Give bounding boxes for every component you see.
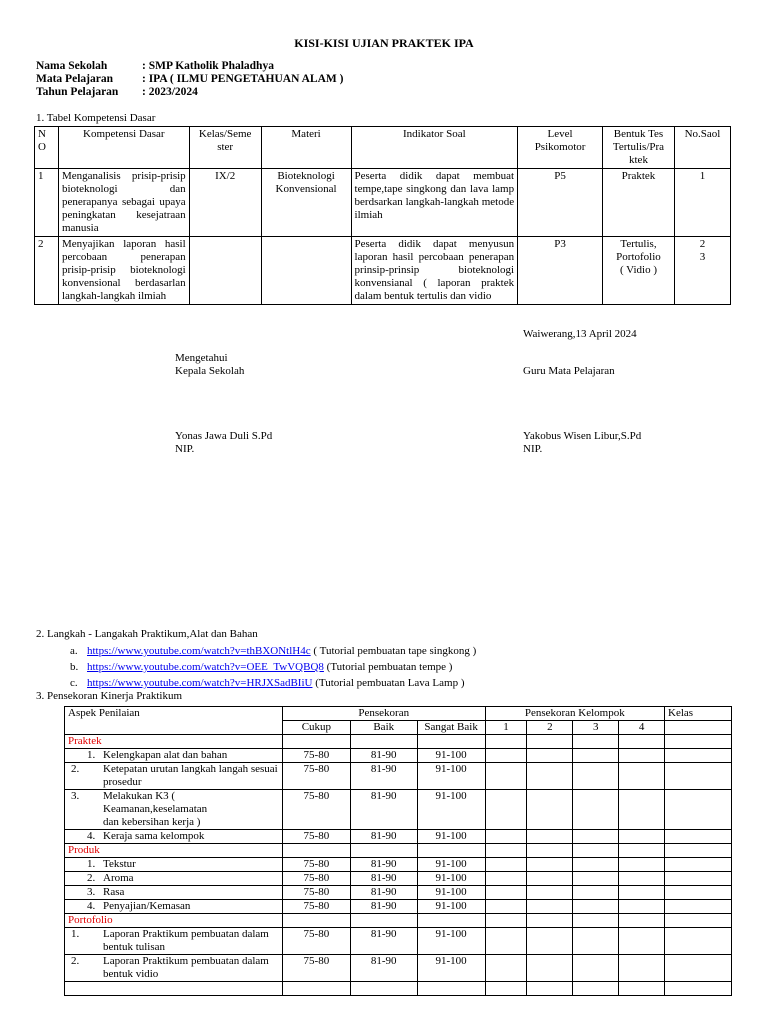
aspect-label: 4. Penyajian/Kemasan — [65, 900, 283, 914]
header-kd: Kompetensi Dasar — [58, 127, 189, 169]
cell-kd: Menganalisis prisip-prisip bioteknologi dan penerapanya sebagai upaya peningkatan kesejatraan manusia — [58, 169, 189, 237]
info-label: Mata Pelajaran — [36, 73, 113, 85]
score-cukup: 75-80 — [282, 955, 350, 982]
aspect-label: 3. Rasa — [65, 886, 283, 900]
info-value: : SMP Katholik Phaladhya — [142, 60, 274, 72]
cell-nosoal: 2 3 — [674, 237, 730, 305]
document-title: KISI-KISI UJIAN PRAKTEK IPA — [294, 36, 474, 50]
score-baik: 81-90 — [350, 928, 417, 955]
cell-level: P5 — [518, 169, 603, 237]
score-baik: 81-90 — [350, 858, 417, 872]
scoring-header-row — [65, 707, 732, 721]
score-cukup: 75-80 — [282, 830, 350, 844]
score-sangat-baik: 91-100 — [417, 886, 485, 900]
score-baik: 81-90 — [350, 886, 417, 900]
aspect-label: 1. Kelengkapan alat dan bahan — [65, 749, 283, 763]
group-row-portofolio — [65, 914, 732, 928]
header-aspek: Aspek Penilaian — [65, 707, 283, 735]
link-mark: c. — [70, 677, 78, 689]
sign-left-nip: NIP. — [175, 443, 195, 455]
section-2-heading: 2. Langkah - Langakah Praktikum,Alat dan Bahan — [36, 628, 258, 640]
header-indikator: Indikator Soal — [351, 127, 518, 169]
sign-right-line1: Guru Mata Pelajaran — [523, 365, 615, 377]
aspect-label: 1. Tekstur — [65, 858, 283, 872]
group-label: Portofolio — [65, 914, 283, 928]
score-baik: 81-90 — [350, 790, 417, 830]
aspect-label: 2. Ketepatan urutan langkah langah sesuai prosedur — [65, 763, 283, 790]
signature-left — [175, 352, 272, 456]
table-row — [65, 763, 732, 790]
table-row-empty — [65, 982, 732, 996]
table-row — [65, 886, 732, 900]
table-row — [35, 169, 731, 237]
tutorial-link-tempe[interactable]: https://www.youtube.com/watch?v=OEE_TwVQBQ8 — [87, 661, 324, 673]
tutorial-link-lava-lamp[interactable]: https://www.youtube.com/watch?v=HRJXSadBIiU — [87, 677, 313, 689]
score-cukup: 75-80 — [282, 872, 350, 886]
table-row — [65, 858, 732, 872]
score-cukup: 75-80 — [282, 928, 350, 955]
header-group-3: 3 — [573, 721, 619, 735]
tutorial-links — [70, 643, 476, 691]
cell-no: 1 — [35, 169, 59, 237]
cell-nosoal: 1 — [674, 169, 730, 237]
header-baik: Baik — [350, 721, 417, 735]
link-item — [70, 675, 476, 691]
signature-space — [175, 378, 272, 430]
header-cukup: Cukup — [282, 721, 350, 735]
score-sangat-baik: 91-100 — [417, 749, 485, 763]
sign-left-line2: Kepala Sekolah — [175, 365, 245, 377]
competency-table — [34, 126, 731, 305]
sign-right-name: Yakobus Wisen Libur,S.Pd — [523, 430, 642, 442]
cell-bentuk: Tertulis, Portofolio ( Vidio ) — [603, 237, 675, 305]
table-header-row — [35, 127, 731, 169]
header-kelas: Kelas — [665, 707, 732, 721]
link-desc: (Tutorial pembuatan tempe ) — [323, 661, 453, 673]
sign-left-name: Yonas Jawa Duli S.Pd — [175, 430, 273, 442]
cell-kelas — [189, 237, 261, 305]
info-row-year — [36, 86, 343, 99]
header-no: N O — [35, 127, 59, 169]
table-row — [65, 955, 732, 982]
section-1-heading: 1. Tabel Kompetensi Dasar — [36, 112, 156, 124]
link-item — [70, 659, 476, 675]
score-baik: 81-90 — [350, 955, 417, 982]
score-cukup: 75-80 — [282, 790, 350, 830]
cell-materi — [261, 237, 351, 305]
info-label: Tahun Pelajaran — [36, 86, 119, 98]
score-cukup: 75-80 — [282, 886, 350, 900]
header-group-1: 1 — [485, 721, 527, 735]
aspect-label: 4. Keraja sama kelompok — [65, 830, 283, 844]
aspect-label: 3. Melakukan K3 ( Keamanan,keselamatan dan kebersihan kerja ) — [65, 790, 283, 830]
tutorial-link-tape[interactable]: https://www.youtube.com/watch?v=thBXONtlH4c — [87, 645, 311, 657]
section-3-heading: 3. Pensekoran Kinerja Praktikum — [36, 690, 183, 702]
score-baik: 81-90 — [350, 830, 417, 844]
score-sangat-baik: 91-100 — [417, 763, 485, 790]
cell-bentuk: Praktek — [603, 169, 675, 237]
aspect-label: 1. Laporan Praktikum pembuatan dalam bentuk tulisan — [65, 928, 283, 955]
header-materi: Materi — [261, 127, 351, 169]
signature-right — [523, 365, 641, 456]
place-date: Waiwerang,13 April 2024 — [523, 328, 637, 340]
info-value: : IPA ( ILMU PENGETAHUAN ALAM ) — [142, 73, 344, 85]
cell-empty — [665, 721, 732, 735]
aspect-label: 2. Aroma — [65, 872, 283, 886]
header-pensekoran: Pensekoran — [282, 707, 485, 721]
cell-materi: Bioteknologi Konvensional — [261, 169, 351, 237]
score-baik: 81-90 — [350, 900, 417, 914]
table-row — [65, 928, 732, 955]
table-row — [65, 900, 732, 914]
score-baik: 81-90 — [350, 749, 417, 763]
table-row — [65, 790, 732, 830]
group-row-praktek — [65, 735, 732, 749]
header-bentuk: Bentuk Tes Tertulis/Pra ktek — [603, 127, 675, 169]
score-cukup: 75-80 — [282, 858, 350, 872]
table-row — [65, 872, 732, 886]
link-mark: a. — [70, 645, 78, 657]
sign-right-nip: NIP. — [523, 443, 543, 455]
school-info — [36, 60, 343, 99]
cell-level: P3 — [518, 237, 603, 305]
table-row — [35, 237, 731, 305]
link-item — [70, 643, 476, 659]
signature-space — [523, 378, 641, 430]
score-sangat-baik: 91-100 — [417, 900, 485, 914]
score-cukup: 75-80 — [282, 900, 350, 914]
info-value: : 2023/2024 — [142, 86, 198, 98]
table-row — [65, 749, 732, 763]
score-sangat-baik: 91-100 — [417, 955, 485, 982]
link-desc: (Tutorial pembuatan Lava Lamp ) — [312, 677, 465, 689]
header-sangat-baik: Sangat Baik — [417, 721, 485, 735]
score-sangat-baik: 91-100 — [417, 872, 485, 886]
info-row-school — [36, 60, 343, 73]
aspect-label: 2. Laporan Praktikum pembuatan dalam bentuk vidio — [65, 955, 283, 982]
header-level: Level Psikomotor — [518, 127, 603, 169]
cell-indikator: Peserta didik dapat menyusun laporan hasil percobaan penerapan prinsip-prinsip bioteknologi konvensianal ( laporan praktek dalam bentuk tertulis dan vidio — [351, 237, 518, 305]
header-kelompok: Pensekoran Kelompok — [485, 707, 665, 721]
cell-kelas: IX/2 — [189, 169, 261, 237]
score-baik: 81-90 — [350, 872, 417, 886]
score-baik: 81-90 — [350, 763, 417, 790]
score-sangat-baik: 91-100 — [417, 858, 485, 872]
group-row-produk — [65, 844, 732, 858]
score-sangat-baik: 91-100 — [417, 830, 485, 844]
group-label: Praktek — [65, 735, 283, 749]
header-group-4: 4 — [619, 721, 665, 735]
header-group-2: 2 — [527, 721, 573, 735]
score-sangat-baik: 91-100 — [417, 790, 485, 830]
score-sangat-baik: 91-100 — [417, 928, 485, 955]
scoring-table — [64, 706, 732, 996]
sign-left-line1: Mengetahui — [175, 352, 228, 364]
header-kelas: Kelas/Seme ster — [189, 127, 261, 169]
score-cukup: 75-80 — [282, 749, 350, 763]
group-label: Produk — [65, 844, 283, 858]
cell-indikator: Peserta didik dapat membuat tempe,tape singkong dan lava lamp berdsarkan langkah-langkah metode ilmiah — [351, 169, 518, 237]
cell-kd: Menyajikan laporan hasil percobaan penerapan prisip-prisip bioteknologi konvensional berdasarlan langkah-langkah ilmiah — [58, 237, 189, 305]
table-row — [65, 830, 732, 844]
link-mark: b. — [70, 661, 79, 673]
cell-no: 2 — [35, 237, 59, 305]
info-row-subject — [36, 73, 343, 86]
score-cukup: 75-80 — [282, 763, 350, 790]
info-label: Nama Sekolah — [36, 60, 108, 72]
link-desc: ( Tutorial pembuatan tape singkong ) — [310, 645, 477, 657]
header-nosoal: No.Saol — [674, 127, 730, 169]
